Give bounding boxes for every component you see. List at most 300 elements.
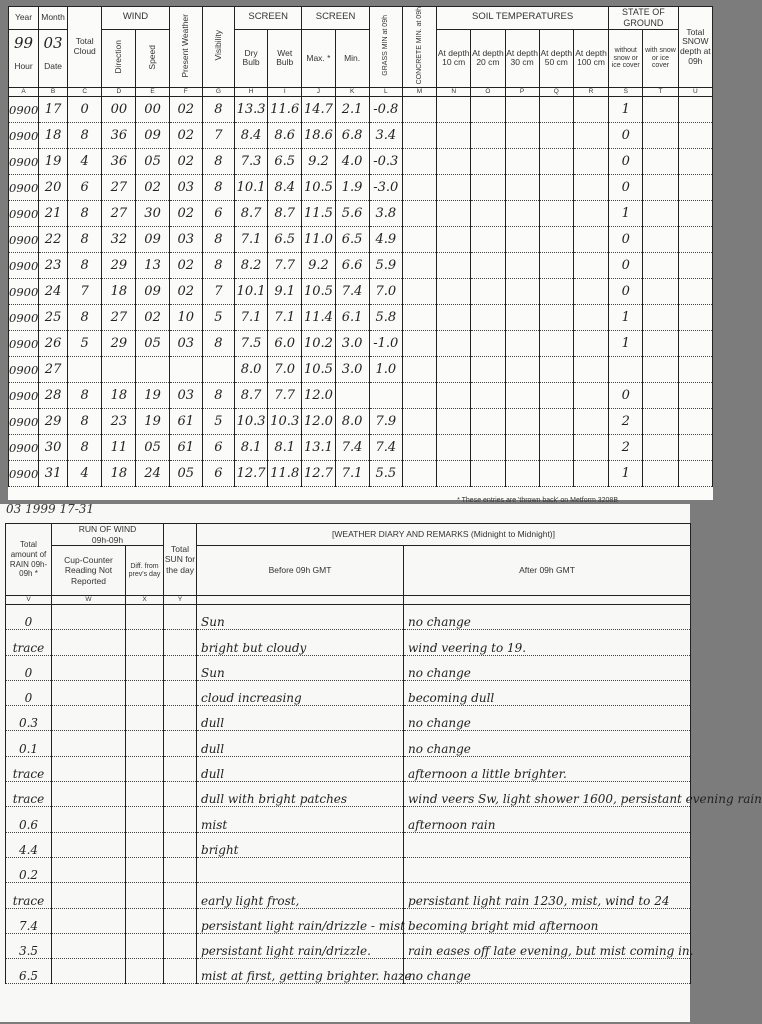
year-value: 99 xyxy=(13,33,34,52)
cell-dry: 7.1 xyxy=(234,227,267,253)
cell-rain: 6.5 xyxy=(6,959,52,984)
cell-speed: 05 xyxy=(136,435,169,461)
cell-date: 30 xyxy=(39,435,68,461)
letter-v: V xyxy=(6,596,52,605)
soil-temperatures-label: SOIL TEMPERATURES xyxy=(437,7,609,30)
cell-empty xyxy=(539,357,573,383)
cell-empty xyxy=(52,605,126,630)
cell-empty xyxy=(402,461,436,487)
cell-wet: 6.0 xyxy=(268,331,302,357)
cell-after: wind veering to 19. xyxy=(404,630,691,655)
cell-after: no change xyxy=(404,706,691,731)
screen-label-1: SCREEN xyxy=(234,7,301,30)
cell-hour: 0900 xyxy=(9,409,39,435)
cell-pw: 03 xyxy=(169,331,202,357)
cell-empty xyxy=(437,383,471,409)
cell-empty xyxy=(573,357,608,383)
cell-max: 11.4 xyxy=(302,305,335,331)
grass-min-label: GRASS MIN at 09h xyxy=(382,15,390,77)
cell-empty xyxy=(126,605,164,630)
cell-empty xyxy=(539,201,573,227)
cell-empty xyxy=(52,807,126,832)
cup-counter-label: Cup-Counter Reading Not Reported xyxy=(52,546,126,596)
cell-hour: 0900 xyxy=(9,435,39,461)
cell-grass: 5.9 xyxy=(369,253,402,279)
cell-empty xyxy=(126,782,164,807)
cell-dir: 29 xyxy=(102,331,136,357)
column-letter: E xyxy=(136,88,169,97)
cell-date: 25 xyxy=(39,305,68,331)
cell-min: 6.6 xyxy=(335,253,369,279)
cell-empty xyxy=(471,435,505,461)
cell-empty xyxy=(678,123,712,149)
cell-dry: 8.4 xyxy=(234,123,267,149)
depth-30-label: At depth 30 cm xyxy=(505,29,539,88)
cell-empty xyxy=(126,908,164,933)
cell-max: 10.5 xyxy=(302,175,335,201)
column-letter: I xyxy=(268,88,302,97)
cell-max: 13.1 xyxy=(302,435,335,461)
cell-before: cloud increasing xyxy=(197,680,404,705)
cell-ground: 0 xyxy=(609,149,643,175)
cell-vis: 8 xyxy=(202,175,234,201)
cell-rain: 0 xyxy=(6,680,52,705)
observation-row xyxy=(9,357,713,383)
cell-cloud: 8 xyxy=(68,305,102,331)
cell-empty xyxy=(437,331,471,357)
cell-dir: 11 xyxy=(102,435,136,461)
cell-empty xyxy=(437,97,471,123)
cell-empty xyxy=(643,305,678,331)
cell-grass: -1.0 xyxy=(369,331,402,357)
cell-pw: 02 xyxy=(169,201,202,227)
cell-ground: 0 xyxy=(609,253,643,279)
diary-row xyxy=(6,857,691,882)
depth-20-label: At depth 20 cm xyxy=(471,29,505,88)
state-of-ground-label: STATE OF GROUND xyxy=(609,7,678,30)
cell-empty xyxy=(539,279,573,305)
cell-ground: 0 xyxy=(609,227,643,253)
screen-label-2: SCREEN xyxy=(302,7,369,30)
wet-bulb-label: Wet Bulb xyxy=(268,29,302,88)
cell-empty xyxy=(573,97,608,123)
column-letters-row xyxy=(9,88,713,97)
cell-cloud xyxy=(68,357,102,383)
cell-cloud: 8 xyxy=(68,409,102,435)
cell-max: 11.5 xyxy=(302,201,335,227)
diary-row xyxy=(6,731,691,756)
column-letter: F xyxy=(169,88,202,97)
cell-empty xyxy=(643,461,678,487)
cell-speed: 05 xyxy=(136,331,169,357)
observation-row xyxy=(9,409,713,435)
cell-rain: 0 xyxy=(6,605,52,630)
cell-speed: 30 xyxy=(136,201,169,227)
cell-empty xyxy=(164,782,197,807)
run-hours-label: 09h-09h xyxy=(91,534,124,545)
column-letter: N xyxy=(437,88,471,97)
column-letter: R xyxy=(573,88,608,97)
cell-date: 31 xyxy=(39,461,68,487)
cell-ground: 0 xyxy=(609,175,643,201)
observation-row xyxy=(9,201,713,227)
cell-wet: 7.1 xyxy=(268,305,302,331)
cell-empty xyxy=(437,461,471,487)
cell-empty xyxy=(126,832,164,857)
column-letter: A xyxy=(9,88,39,97)
cell-min: 7.4 xyxy=(335,435,369,461)
cell-hour: 0900 xyxy=(9,461,39,487)
cell-min: 2.1 xyxy=(335,97,369,123)
cell-vis: 8 xyxy=(202,97,234,123)
cell-before: persistant light rain/drizzle. xyxy=(197,933,404,958)
cell-date: 21 xyxy=(39,201,68,227)
cell-empty xyxy=(52,630,126,655)
cell-before: dull with bright patches xyxy=(197,782,404,807)
cell-empty xyxy=(573,461,608,487)
column-letter: C xyxy=(68,88,102,97)
cell-empty xyxy=(505,149,539,175)
cell-dir: 00 xyxy=(102,97,136,123)
cell-empty xyxy=(402,175,436,201)
cell-empty xyxy=(471,201,505,227)
cell-empty xyxy=(505,279,539,305)
cell-max: 18.6 xyxy=(302,123,335,149)
cell-before: Sun xyxy=(197,605,404,630)
cell-wet: 8.7 xyxy=(268,201,302,227)
observation-row xyxy=(9,435,713,461)
cell-rain: trace xyxy=(6,883,52,908)
cell-ground: 1 xyxy=(609,461,643,487)
cell-empty xyxy=(164,756,197,781)
cell-empty xyxy=(52,908,126,933)
cell-empty xyxy=(52,832,126,857)
cell-wet: 11.8 xyxy=(268,461,302,487)
cell-vis: 8 xyxy=(202,331,234,357)
column-letter: T xyxy=(643,88,678,97)
column-letter: U xyxy=(678,88,712,97)
cell-dry: 12.7 xyxy=(234,461,267,487)
observation-sheet xyxy=(8,6,713,504)
cell-speed: 09 xyxy=(136,123,169,149)
cell-wet: 8.4 xyxy=(268,175,302,201)
cell-dry: 10.1 xyxy=(234,279,267,305)
cell-empty xyxy=(678,409,712,435)
cell-vis: 8 xyxy=(202,227,234,253)
cell-after: no change xyxy=(404,605,691,630)
cell-ground: 2 xyxy=(609,409,643,435)
cell-empty xyxy=(437,409,471,435)
cell-empty xyxy=(52,857,126,882)
cell-vis xyxy=(202,357,234,383)
cell-rain: trace xyxy=(6,756,52,781)
cell-cloud: 8 xyxy=(68,201,102,227)
after-label: After 09h GMT xyxy=(404,546,691,596)
cell-empty xyxy=(678,175,712,201)
present-weather-header xyxy=(169,7,202,88)
cell-min: 3.0 xyxy=(335,331,369,357)
cell-empty xyxy=(164,883,197,908)
cell-pw: 02 xyxy=(169,253,202,279)
cell-dir: 27 xyxy=(102,201,136,227)
cell-empty xyxy=(643,331,678,357)
cell-min: 6.8 xyxy=(335,123,369,149)
cell-empty xyxy=(164,832,197,857)
observation-row xyxy=(9,175,713,201)
cell-empty xyxy=(126,959,164,984)
cell-empty xyxy=(539,331,573,357)
letter-x: X xyxy=(126,596,164,605)
cell-max: 11.0 xyxy=(302,227,335,253)
cell-max: 10.2 xyxy=(302,331,335,357)
cell-cloud: 8 xyxy=(68,383,102,409)
footnote: * These entries are 'thrown back' on Metform 3208B xyxy=(457,497,618,504)
cell-pw: 05 xyxy=(169,461,202,487)
observation-rows xyxy=(9,97,713,487)
cell-min: 4.0 xyxy=(335,149,369,175)
cell-vis: 6 xyxy=(202,201,234,227)
observation-row xyxy=(9,279,713,305)
cell-empty xyxy=(471,253,505,279)
cell-date: 20 xyxy=(39,175,68,201)
cell-ground: 0 xyxy=(609,383,643,409)
cell-wet: 10.3 xyxy=(268,409,302,435)
cell-rain: trace xyxy=(6,630,52,655)
cell-empty xyxy=(164,933,197,958)
cell-vis: 6 xyxy=(202,435,234,461)
cell-empty xyxy=(505,175,539,201)
cell-empty xyxy=(126,933,164,958)
cell-wet: 6.5 xyxy=(268,227,302,253)
cell-vis: 5 xyxy=(202,409,234,435)
cell-empty xyxy=(678,149,712,175)
diff-label: Diff. from prev's day xyxy=(126,546,164,596)
cell-dir: 32 xyxy=(102,227,136,253)
cell-empty xyxy=(643,253,678,279)
cell-dir: 27 xyxy=(102,305,136,331)
month-cell xyxy=(39,29,68,88)
cell-empty xyxy=(539,435,573,461)
cell-min: 7.4 xyxy=(335,279,369,305)
cell-dir xyxy=(102,357,136,383)
cell-empty xyxy=(471,331,505,357)
cell-grass: 3.8 xyxy=(369,201,402,227)
cell-empty xyxy=(471,409,505,435)
year-cell xyxy=(9,29,39,88)
cell-wet: 7.7 xyxy=(268,383,302,409)
cell-pw: 03 xyxy=(169,383,202,409)
cell-min: 8.0 xyxy=(335,409,369,435)
letter-blank-2 xyxy=(404,596,691,605)
dry-bulb-label: Dry Bulb xyxy=(234,29,267,88)
cell-after xyxy=(404,832,691,857)
cell-min: 5.6 xyxy=(335,201,369,227)
cell-grass: -0.8 xyxy=(369,97,402,123)
observation-row xyxy=(9,123,713,149)
column-letter: O xyxy=(471,88,505,97)
depth-100-label: At depth 100 cm xyxy=(573,29,608,88)
cell-vis: 7 xyxy=(202,123,234,149)
speed-header xyxy=(136,29,169,88)
cell-hour: 0900 xyxy=(9,279,39,305)
cell-cloud: 4 xyxy=(68,461,102,487)
cell-empty xyxy=(471,227,505,253)
cell-vis: 6 xyxy=(202,461,234,487)
observation-row xyxy=(9,227,713,253)
cell-before: Sun xyxy=(197,655,404,680)
cell-empty xyxy=(471,279,505,305)
cell-empty xyxy=(402,253,436,279)
cell-empty xyxy=(437,123,471,149)
grass-min-header xyxy=(369,7,402,88)
cell-dry: 8.0 xyxy=(234,357,267,383)
cell-speed: 13 xyxy=(136,253,169,279)
cell-pw: 61 xyxy=(169,435,202,461)
cell-max: 12.0 xyxy=(302,409,335,435)
column-letter: J xyxy=(302,88,335,97)
cell-grass xyxy=(369,383,402,409)
observation-table xyxy=(8,6,713,487)
cell-empty xyxy=(437,149,471,175)
concrete-min-label: CONCRETE MIN. at 09h xyxy=(415,7,423,85)
cell-grass: 7.4 xyxy=(369,435,402,461)
cell-hour: 0900 xyxy=(9,305,39,331)
cell-cloud: 8 xyxy=(68,227,102,253)
cell-rain: 7.4 xyxy=(6,908,52,933)
cell-empty xyxy=(643,97,678,123)
cell-speed xyxy=(136,357,169,383)
cell-empty xyxy=(402,97,436,123)
cell-pw: 02 xyxy=(169,97,202,123)
cell-before: dull xyxy=(197,731,404,756)
cell-rain: 0.6 xyxy=(6,807,52,832)
cell-ground: 0 xyxy=(609,279,643,305)
cell-date: 18 xyxy=(39,123,68,149)
cell-wet: 11.6 xyxy=(268,97,302,123)
column-letter: S xyxy=(609,88,643,97)
cell-after: wind veers Sw, light shower 1600, persistant evening rain xyxy=(404,782,691,807)
cell-pw: 02 xyxy=(169,123,202,149)
cell-empty xyxy=(52,756,126,781)
month-label: Month xyxy=(39,7,68,30)
letter-y: Y xyxy=(164,596,197,605)
cell-empty xyxy=(573,253,608,279)
cell-date: 27 xyxy=(39,357,68,383)
cell-cloud: 8 xyxy=(68,253,102,279)
cell-dir: 27 xyxy=(102,175,136,201)
cell-dry: 13.3 xyxy=(234,97,267,123)
cell-empty xyxy=(402,227,436,253)
letter-w: W xyxy=(52,596,126,605)
cell-after: afternoon a little brighter. xyxy=(404,756,691,781)
cell-empty xyxy=(505,97,539,123)
diary-row xyxy=(6,959,691,984)
total-cloud-label: Total Cloud xyxy=(68,7,102,88)
cell-empty xyxy=(437,201,471,227)
cell-speed: 19 xyxy=(136,409,169,435)
cell-before: persistant light rain/drizzle - mist xyxy=(197,908,404,933)
cell-ground: 1 xyxy=(609,97,643,123)
cell-empty xyxy=(52,782,126,807)
cell-empty xyxy=(573,175,608,201)
cell-empty xyxy=(402,279,436,305)
total-sun-label: Total SUN for the day xyxy=(164,524,197,596)
cell-dir: 36 xyxy=(102,149,136,175)
cell-empty xyxy=(126,630,164,655)
cell-empty xyxy=(126,857,164,882)
cell-dry: 8.7 xyxy=(234,383,267,409)
cell-before: dull xyxy=(197,756,404,781)
total-snow-label: Total SNOW depth at 09h xyxy=(678,7,712,88)
cell-hour: 0900 xyxy=(9,383,39,409)
cell-rain: 0 xyxy=(6,655,52,680)
cell-date: 19 xyxy=(39,149,68,175)
cell-ground: 2 xyxy=(609,435,643,461)
cell-empty xyxy=(678,253,712,279)
cell-empty xyxy=(52,959,126,984)
cell-empty xyxy=(52,655,126,680)
cell-empty xyxy=(678,227,712,253)
cell-empty xyxy=(505,123,539,149)
cell-hour: 0900 xyxy=(9,227,39,253)
cell-empty xyxy=(573,435,608,461)
cell-empty xyxy=(402,409,436,435)
cell-empty xyxy=(643,409,678,435)
diary-rows xyxy=(6,605,762,984)
cell-vis: 8 xyxy=(202,149,234,175)
cell-empty xyxy=(52,706,126,731)
cell-cloud: 7 xyxy=(68,279,102,305)
cell-hour: 0900 xyxy=(9,253,39,279)
cell-empty xyxy=(437,279,471,305)
cell-empty xyxy=(539,383,573,409)
cell-empty xyxy=(164,959,197,984)
cell-date: 26 xyxy=(39,331,68,357)
direction-label: Direction xyxy=(113,40,123,74)
cell-after: becoming bright mid afternoon xyxy=(404,908,691,933)
diary-sheet xyxy=(0,502,762,1022)
diary-row xyxy=(6,655,691,680)
cell-grass: 1.0 xyxy=(369,357,402,383)
observation-row xyxy=(9,383,713,409)
cell-grass: 7.0 xyxy=(369,279,402,305)
cell-dry: 8.1 xyxy=(234,435,267,461)
cell-dry: 7.3 xyxy=(234,149,267,175)
diary-row xyxy=(6,782,691,807)
cell-dir: 29 xyxy=(102,253,136,279)
cell-empty xyxy=(539,97,573,123)
cell-after: no change xyxy=(404,655,691,680)
cell-rain: 4.4 xyxy=(6,832,52,857)
cell-empty xyxy=(164,680,197,705)
cell-after: becoming dull xyxy=(404,680,691,705)
cell-rain: 3.5 xyxy=(6,933,52,958)
cell-empty xyxy=(505,435,539,461)
cell-empty xyxy=(437,305,471,331)
cell-empty xyxy=(573,279,608,305)
cell-empty xyxy=(678,461,712,487)
depth-50-label: At depth 50 cm xyxy=(539,29,573,88)
cell-empty xyxy=(573,383,608,409)
cell-empty xyxy=(678,383,712,409)
column-letter: B xyxy=(39,88,68,97)
cell-empty xyxy=(573,409,608,435)
cell-empty xyxy=(471,149,505,175)
cell-empty xyxy=(164,731,197,756)
cell-date: 29 xyxy=(39,409,68,435)
observation-row xyxy=(9,149,713,175)
cell-wet: 7.7 xyxy=(268,253,302,279)
